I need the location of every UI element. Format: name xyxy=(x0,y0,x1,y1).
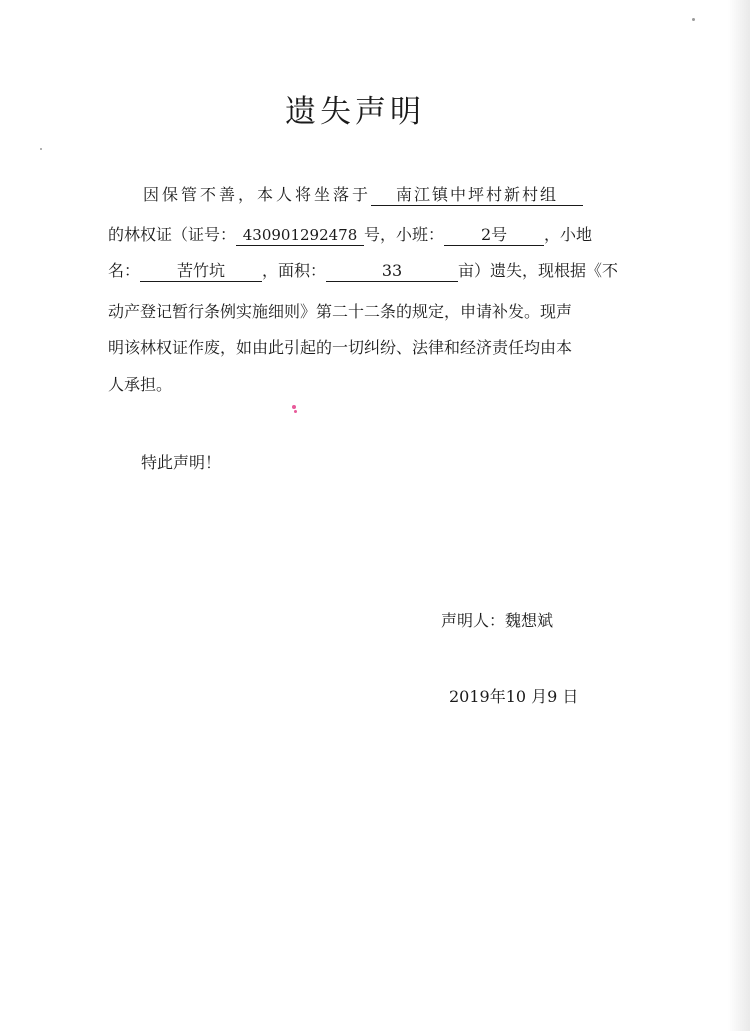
declaration-date: 2019年10 月9 日 xyxy=(449,687,579,706)
line2-prefix: 的林权证（证号： xyxy=(108,225,237,244)
line2-mid: 号，小班： xyxy=(364,225,445,244)
body-line-2 xyxy=(108,224,592,246)
body-line-4: 动产登记暂行条例实施细则》第二十二条的规定，申请补发。现声 xyxy=(108,302,573,321)
closing-statement: 特此声明！ xyxy=(141,453,222,472)
line1-prefix: 因保管不善，本人将坐落于 xyxy=(143,185,372,204)
scan-speck xyxy=(692,18,695,21)
scan-edge-shadow xyxy=(728,0,750,1031)
declarant-signature-line: 声明人：魏想斌 xyxy=(441,611,554,630)
line3-suffix: 亩）遗失，现根据《不 xyxy=(458,261,619,280)
place-name-field: 苦竹坑 xyxy=(140,261,262,282)
scan-speck xyxy=(40,148,42,150)
line3-prefix: 名： xyxy=(108,261,141,280)
body-line-6: 人承担。 xyxy=(108,375,173,394)
location-field: 南江镇中坪村新村组 xyxy=(371,185,583,206)
cert-number-field: 430901292478 xyxy=(236,225,364,246)
line3-mid: ，面积： xyxy=(262,261,327,280)
area-field: 33 xyxy=(326,261,458,282)
body-line-5: 明该林权证作废，如由此引起的一切纠纷、法律和经济责任均由本 xyxy=(108,338,573,357)
document-title: 遗失声明 xyxy=(285,94,425,130)
body-line-1 xyxy=(143,184,583,206)
ink-speck xyxy=(292,405,296,409)
subcompartment-field: 2号 xyxy=(444,225,544,246)
line2-suffix: ，小地 xyxy=(544,225,593,244)
ink-speck xyxy=(294,410,297,413)
body-line-3 xyxy=(108,260,618,282)
